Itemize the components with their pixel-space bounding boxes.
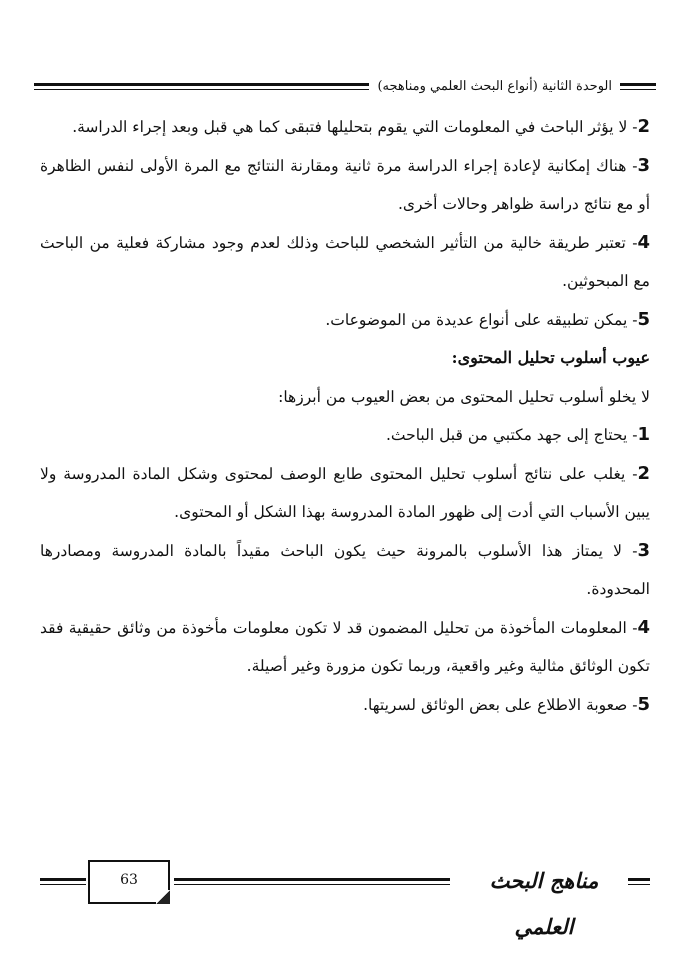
page-number-box (88, 860, 170, 904)
list-item-text: - صعوبة الاطلاع على بعض الوثائق لسريتها. (363, 695, 638, 714)
intro-paragraph (40, 378, 650, 417)
list-item-number: 3 (637, 154, 650, 176)
footer-rule-left (40, 878, 86, 885)
list-item-text: - لا يؤثر الباحث في المعلومات التي يقوم بتحليلها فتبقى كما هي قبل وبعد إجراء الدراسة. (72, 118, 638, 136)
list-item-number: 5 (637, 693, 650, 715)
list-item-text: - هناك إمكانية لإعادة إجراء الدراسة مرة ثانية ومقارنة النتائج مع المرة الأولى لنفس الظاهرة أو مع نتائج دراسة ظواهر وحالات أخرى. (40, 156, 650, 213)
section-heading (40, 339, 650, 378)
page-footer (40, 858, 650, 939)
footer-rule-right (628, 878, 650, 885)
paragraph-text: لا يخلو أسلوب تحليل المحتوى من بعض العيوب من أبرزها: (278, 387, 650, 406)
heading-text: عيوب أسلوب تحليل المحتوى: (451, 348, 650, 367)
footer-rule-middle (174, 878, 450, 885)
list-item (40, 532, 650, 609)
list-item-text: - تعتبر طريقة خالية من التأثير الشخصي للباحث وذلك لعدم وجود مشاركة فعلية من الباحث مع المبحوثين. (40, 233, 650, 290)
list-item (40, 147, 650, 224)
list-item (40, 301, 650, 340)
header-rule-right (620, 83, 656, 90)
list-item-text: - لا يمتاز هذا الأسلوب بالمرونة حيث يكون الباحث مقيداً بالمادة المدروسة ومصادرها المحدودة. (40, 541, 650, 598)
list-item-number: 4 (637, 616, 650, 638)
page-header (34, 74, 656, 98)
list-item-number: 5 (637, 308, 650, 330)
list-item (40, 455, 650, 532)
list-item-text: - يغلب على نتائج أسلوب تحليل المحتوى طابع الوصف لمحتوى وشكل المادة المدروسة ولا يبين الأسباب التي أدت إلى ظهور المادة المدروسة بهذا الشكل أو المحتوى. (40, 464, 650, 521)
list-item-number: 4 (637, 231, 650, 253)
list-item (40, 686, 650, 725)
list-item (40, 108, 650, 147)
list-item-number: 1 (637, 424, 650, 445)
header-rule-left (34, 83, 369, 90)
page-body (40, 108, 650, 724)
list-item (40, 609, 650, 686)
list-item-number: 3 (637, 539, 650, 561)
list-item-number: 2 (637, 462, 650, 484)
list-item-text: - يحتاج إلى جهد مكتبي من قبل الباحث. (385, 426, 638, 444)
list-item (40, 416, 650, 455)
list-item-number: 2 (637, 116, 650, 137)
page-number: 63 (120, 872, 138, 888)
book-title-logo: مناهج البحث العلمي (489, 868, 599, 939)
list-item-text: - المعلومات المأخوذة من تحليل المضمون قد لا تكون معلومات مأخوذة من وثائق حقيقية فقد تكون الوثائق مثالية وغير واقعية، وربما تكون مزورة وغير أصيلة. (40, 618, 650, 675)
list-item-text: - يمكن تطبيقه على أنواع عديدة من الموضوعات. (325, 310, 638, 329)
list-item (40, 224, 650, 301)
header-title: الوحدة الثانية (أنواع البحث العلمي ومناهجه) (377, 78, 612, 94)
